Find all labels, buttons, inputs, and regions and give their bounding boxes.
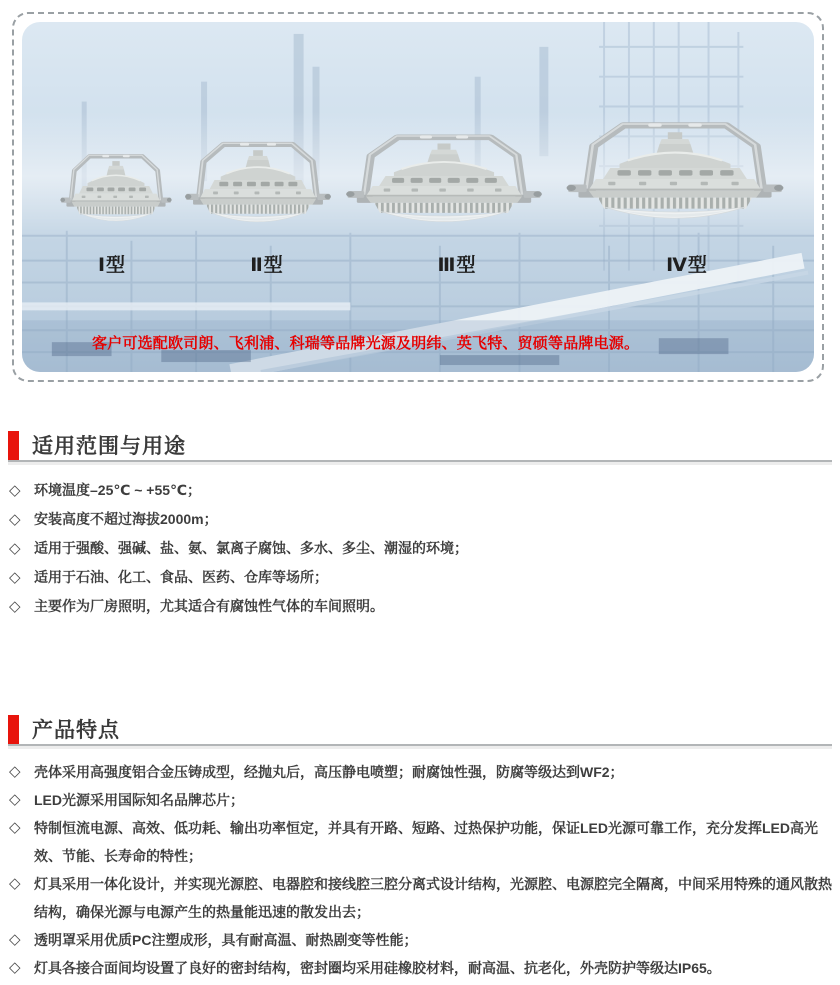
diamond-bullet-icon: ◇ xyxy=(9,875,21,892)
list-item-text: 主要作为厂房照明，尤其适合有腐蚀性气体的车间照明。 xyxy=(34,598,384,614)
features-list xyxy=(8,758,832,982)
list-item-text: 环境温度–25℃ ~ +55℃； xyxy=(34,482,201,498)
diamond-bullet-icon: ◇ xyxy=(9,791,21,808)
list-item xyxy=(8,563,832,592)
list-item-text: 安装高度不超过海拔2000m； xyxy=(34,511,218,527)
diamond-bullet-icon: ◇ xyxy=(9,540,21,557)
list-item-text: 特制恒流电源、高效、低功耗、输出功率恒定，并具有开路、短路、过热保护功能，保证LED光源可靠工作，充分发挥LED高光效、节能、长寿命的特性； xyxy=(34,820,818,864)
model-label-1: Ⅰ型 xyxy=(97,255,127,276)
list-item xyxy=(8,476,832,505)
list-item xyxy=(8,926,832,954)
list-item xyxy=(8,534,832,563)
section-usage-title: 适用范围与用途 xyxy=(32,435,186,458)
diamond-bullet-icon: ◇ xyxy=(9,511,21,528)
list-item-text: 灯具采用一体化设计，并实现光源腔、电器腔和接线腔三腔分离式设计结构，光源腔、电源腔完全隔离，中间采用特殊的通风散热结构，确保光源与电源产生的热量能迅速的散发出去； xyxy=(34,876,832,920)
list-item xyxy=(8,954,832,982)
list-item-text: 透明罩采用优质PC注塑成形，具有耐高温、耐热剧变等性能； xyxy=(34,932,418,948)
model-label-2: Ⅱ型 xyxy=(250,255,284,276)
diamond-bullet-icon: ◇ xyxy=(9,819,21,836)
list-item-text: 灯具各接合面间均设置了良好的密封结构，密封圈均采用硅橡胶材料，耐高温、抗老化，外壳防护等级达IP65。 xyxy=(34,960,721,976)
diamond-bullet-icon: ◇ xyxy=(9,763,21,780)
usage-list xyxy=(8,476,832,621)
heading-accent-bar xyxy=(8,431,19,460)
list-item xyxy=(8,505,832,534)
list-item-text: LED光源采用国际知名品牌芯片； xyxy=(34,792,244,808)
list-item-text: 适用于石油、化工、食品、医药、仓库等场所； xyxy=(34,569,328,585)
section-features-title: 产品特点 xyxy=(32,719,120,742)
product-image-panel xyxy=(12,12,824,382)
list-item xyxy=(8,786,832,814)
diamond-bullet-icon: ◇ xyxy=(9,959,21,976)
list-item xyxy=(8,870,832,926)
lamp-model-2 xyxy=(182,125,334,235)
list-item xyxy=(8,592,832,621)
model-label-3: Ⅲ型 xyxy=(437,255,477,276)
section-usage xyxy=(8,430,832,621)
diamond-bullet-icon: ◇ xyxy=(9,569,21,586)
lamp-model-3 xyxy=(342,116,546,236)
lamp-model-1 xyxy=(58,140,174,232)
brand-options-caption: 客户可选配欧司朗、飞利浦、科瑞等品牌光源及明纬、英飞特、贸硕等品牌电源。 xyxy=(92,335,640,352)
list-item-text: 壳体采用高强度铝合金压铸成型，经抛丸后，高压静电喷塑；耐腐蚀性强，防腐等级达到WF2； xyxy=(34,764,624,780)
diamond-bullet-icon: ◇ xyxy=(9,482,21,499)
lamp-model-4 xyxy=(562,102,788,234)
list-item-text: 适用于强酸、强碱、盐、氨、氯离子腐蚀、多水、多尘、潮湿的环境； xyxy=(34,540,468,556)
section-features xyxy=(8,714,832,982)
section-usage-header xyxy=(8,430,832,462)
model-label-4: Ⅳ型 xyxy=(666,255,708,276)
list-item xyxy=(8,758,832,786)
product-photo xyxy=(22,22,814,372)
diamond-bullet-icon: ◇ xyxy=(9,931,21,948)
diamond-bullet-icon: ◇ xyxy=(9,598,21,615)
list-item xyxy=(8,814,832,870)
heading-accent-bar xyxy=(8,715,19,744)
section-features-header xyxy=(8,714,832,746)
